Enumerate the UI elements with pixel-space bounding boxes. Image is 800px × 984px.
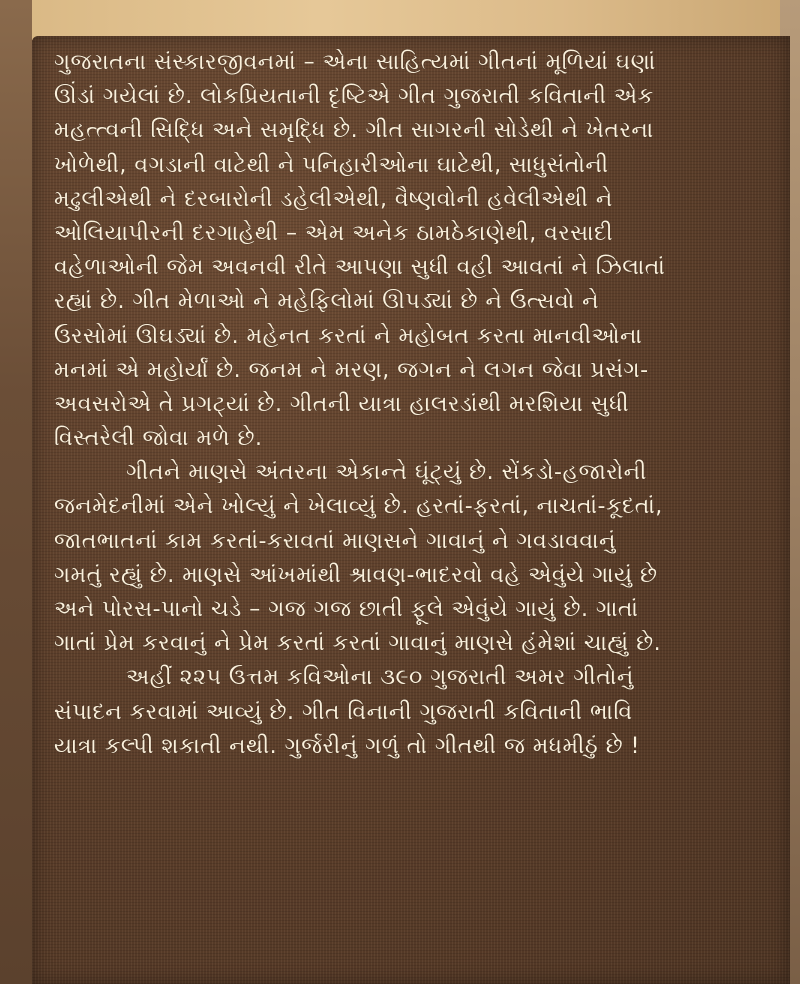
text-line: મઢુલીએથી ને દરબારોની ડહેલીએથી, વૈષ્ણવોની હવેલીએથી ને xyxy=(54,186,613,212)
text-line: ગાતાં પ્રેમ કરવાનું ને પ્રેમ કરતાં કરતાં ગાવાનું માણસે હંમેશાં ચાહ્યું છે. xyxy=(54,631,662,657)
text-line: રહ્યાં છે. ગીત મેળાઓ ને મહેફિલોમાં ઊપડ્યાં છે ને ઉત્સવો ને xyxy=(54,289,600,315)
cover-top-edge xyxy=(0,0,800,40)
text-line: વિસ્તરેલી જોવા મળે છે. xyxy=(54,426,263,452)
text-line: યાત્રા કલ્પી શકાતી નથી. ગુર્જરીનું ગળું તો ગીતથી જ મધમીઠું છે ! xyxy=(54,733,640,759)
text-line: મહત્ત્વની સિદ્ધિ અને સમૃદ્ધિ છે. ગીત સાગરની સોડેથી ને ખેતરના xyxy=(54,118,654,144)
text-line: મનમાં એ મહોર્યાં છે. જનમ ને મરણ, જગન ને લગન જેવા પ્રસંગ- xyxy=(54,357,649,383)
blurb-text xyxy=(54,46,776,764)
text-line: ખોળેથી, વગડાની વાટેથી ને પનિહારીઓના ઘાટેથી, સાધુસંતોની xyxy=(54,152,609,178)
text-line: જનમેદનીમાં એને ખોલ્યું ને ખેલાવ્યું છે. હરતાં-ફરતાં, નાચતાં-કૂદતાં, xyxy=(54,494,663,520)
text-line: અને પોરસ-પાનો ચડે – ગજ ગજ છાતી ફૂલે એવુંયે ગાયું છે. ગાતાં xyxy=(54,597,639,622)
text-line: અવસરોએ તે પ્રગટ્યાં છે. ગીતની યાત્રા હાલરડાંથી મરશિયા સુધી xyxy=(54,391,630,417)
text-line: ઊંડાં ગયેલાં છે. લોકપ્રિયતાની દૃષ્ટિએ ગીત ગુજરાતી કવિતાની એક xyxy=(54,84,654,110)
paragraph-3-first-line: અહીં ૨૨૫ ઉત્તમ કવિઓના ૩૯૦ ગુજરાતી અમર ગીતોનું xyxy=(126,665,634,691)
text-line: ગમતું રહ્યું છે. માણસે આંખમાંથી શ્રાવણ-ભાદરવો વહે એવુંયે ગાયું છે xyxy=(54,562,658,588)
cover-left-edge xyxy=(0,0,32,984)
text-line: ગુજરાતના સંસ્કારજીવનમાં – એના સાહિત્યમાં ગીતનાં મૂળિયાં ઘણાં xyxy=(54,50,656,75)
text-line: ઉરસોમાં ઊઘડ્યાં છે. મહેનત કરતાં ને મહોબત કરતા માનવીઓના xyxy=(54,323,643,349)
paragraph-2-first-line: ગીતને માણસે અંતરના એકાન્તે ઘૂંટ્યું છે. સેંકડો-હજારોની xyxy=(126,460,647,486)
text-line: ઓલિયાપીરની દરગાહેથી – એમ અનેક ઠામઠેકાણેથી, વરસાદી xyxy=(54,220,614,246)
text-line: સંપાદન કરવામાં આવ્યું છે. ગીત વિનાની ગુજરાતી કવિતાની ભાવિ xyxy=(54,699,633,725)
text-line: વહેળાઓની જેમ અવનવી રીતે આપણા સુધી વહી આવતાં ને ઝિલાતાં xyxy=(54,255,666,281)
text-line: જાતભાતનાં કામ કરતાં-કરાવતાં માણસને ગાવાનું ને ગવડાવવાનું xyxy=(54,528,616,554)
